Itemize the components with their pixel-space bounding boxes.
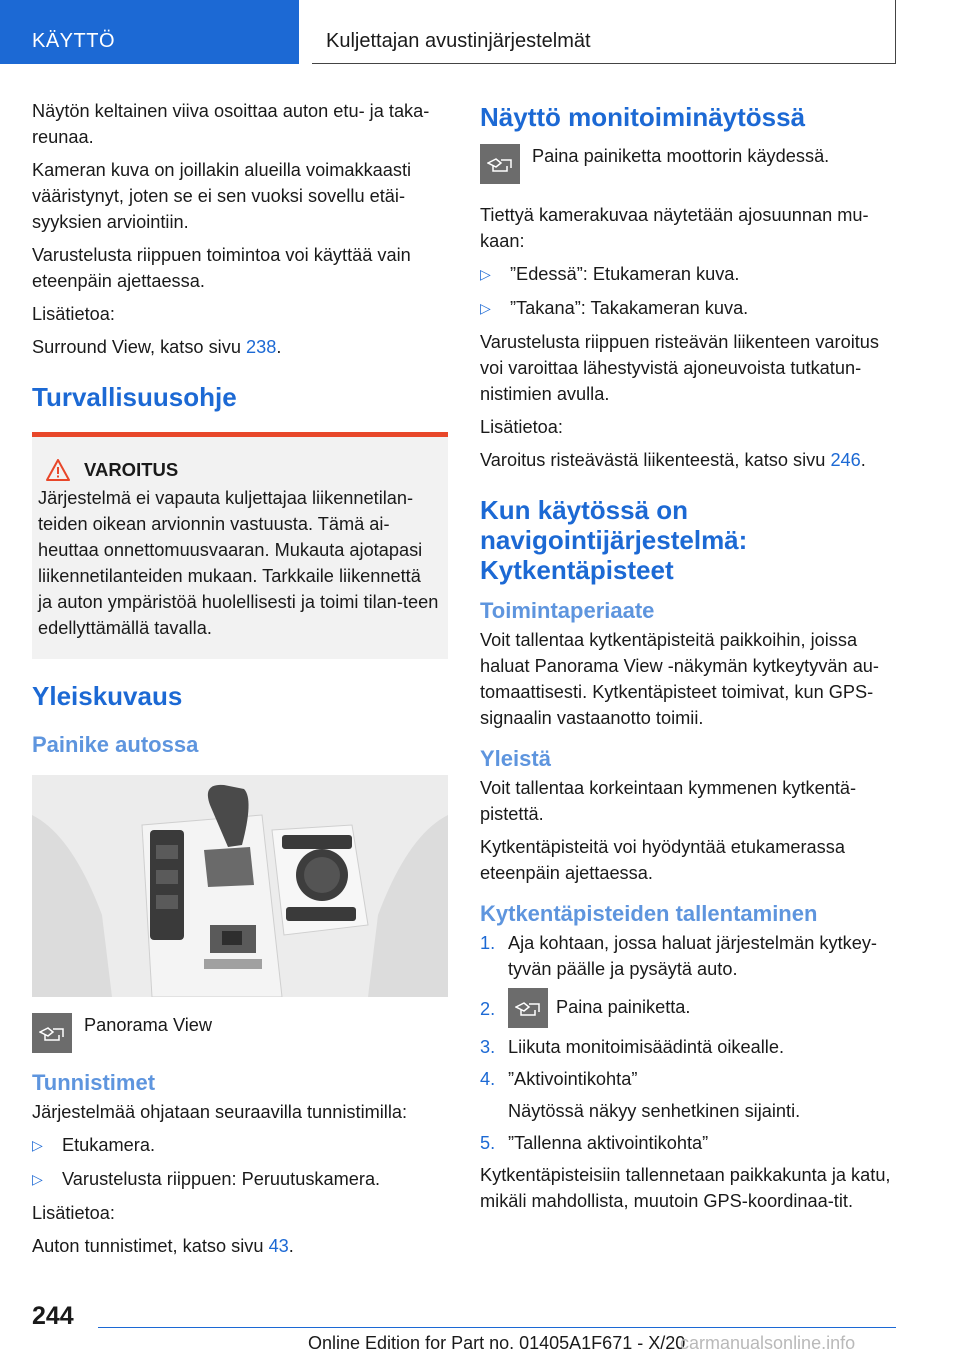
step-text: ”Aktivointikohta” bbox=[508, 1069, 638, 1089]
warning-header bbox=[46, 459, 440, 481]
header-chapter bbox=[312, 0, 896, 64]
panorama-view-camera-icon bbox=[508, 988, 548, 1028]
panorama-view-button-row bbox=[32, 1013, 448, 1053]
paragraph: Kytkentäpisteisiin tallennetaan paikkakunta ja katu, mikäli mahdollista, muutoin GPS-koordinaa-tit. bbox=[480, 1165, 891, 1211]
header-section-tab bbox=[0, 0, 299, 64]
button-label: Panorama View bbox=[84, 1015, 213, 1035]
reference-end: . bbox=[860, 450, 866, 470]
header-section: KÄYTTÖ bbox=[32, 30, 116, 52]
list-item bbox=[480, 1034, 896, 1060]
paragraph-reference bbox=[480, 447, 896, 473]
header-chapter-title: Kuljettajan avustinjärjestelmät bbox=[326, 30, 591, 52]
heading-sensors: Tunnistimet bbox=[32, 1070, 156, 1095]
left-column bbox=[32, 98, 448, 1266]
watermark: carmanualsonline.info bbox=[680, 1333, 856, 1353]
page-link-246[interactable]: 246 bbox=[830, 450, 861, 470]
footer-divider bbox=[98, 1327, 896, 1328]
paragraph: Lisätietoa: bbox=[32, 1203, 115, 1223]
reference-text: Surround View, katso sivu bbox=[32, 337, 246, 357]
heading-button-in-car: Painike autossa bbox=[32, 732, 199, 757]
list-item bbox=[480, 1130, 896, 1156]
step-number: 5. bbox=[480, 1133, 496, 1153]
list-item: ▷ Varustelusta riippuen: Peruutuskamera. bbox=[32, 1166, 448, 1192]
heading-safety: Turvallisuusohje bbox=[32, 382, 237, 412]
step-text: ”Tallenna aktivointikohta” bbox=[508, 1133, 709, 1153]
list-item: ▷ ”Takana”: Takakameran kuva. bbox=[480, 295, 896, 321]
paragraph: Järjestelmää ohjataan seuraavilla tunnistimilla: bbox=[32, 1102, 408, 1122]
press-button-row bbox=[480, 144, 896, 184]
heading-navigation-activation-points: Kun käytössä on navigointijärjestelmä: Kytkentäpisteet bbox=[480, 495, 748, 585]
step-text: Liikuta monitoimisäädintä oikealle. bbox=[508, 1037, 784, 1057]
press-instruction: Paina painiketta moottorin käydessä. bbox=[532, 146, 830, 166]
reference-end: . bbox=[288, 1236, 294, 1256]
step-number: 3. bbox=[480, 1037, 496, 1057]
list-item bbox=[480, 930, 896, 982]
footer-edition: Online Edition for Part no. 01405A1F671 - X/20 bbox=[308, 1333, 686, 1353]
list-item: ▷ ”Edessä”: Etukameran kuva. bbox=[480, 261, 896, 287]
panorama-view-camera-icon bbox=[32, 1013, 72, 1053]
sensor-list bbox=[32, 1132, 448, 1192]
heading-principle: Toimintaperiaate bbox=[480, 598, 655, 623]
panorama-view-camera-icon bbox=[480, 144, 520, 184]
step-number: 2. bbox=[480, 999, 496, 1019]
list-item: ▷ Etukamera. bbox=[32, 1132, 448, 1158]
paragraph: Kytkentäpisteitä voi hyödyntää etukamerassa eteenpäin ajettaessa. bbox=[480, 837, 845, 883]
list-item bbox=[480, 1066, 896, 1124]
paragraph: Voit tallentaa kytkentäpisteitä paikkoihin, joissa haluat Panorama View -näkymän kytkeytyvän au-tomaattisesti. Kytkentäpisteet toimivat, kun GPS-signaalin vastaanotto toimii. bbox=[480, 630, 879, 728]
step-number: 4. bbox=[480, 1069, 496, 1089]
heading-overview: Yleiskuvaus bbox=[32, 681, 183, 711]
paragraph: Lisätietoa: bbox=[480, 417, 563, 437]
step-text: Aja kohtaan, jossa haluat järjestelmän kytkey-tyvän päälle ja pysäytä auto. bbox=[508, 933, 877, 979]
reference-text: Varoitus risteävästä liikenteestä, katso sivu bbox=[480, 450, 831, 470]
list-item bbox=[480, 988, 896, 1028]
paragraph: Varustelusta riippuen toimintoa voi käyttää vain eteenpäin ajettaessa. bbox=[32, 245, 411, 291]
paragraph: Varustelusta riippuen risteävän liikenteen varoitus voi varoittaa lähestyvistä ajoneuvoista tutkatun-nistimien avulla. bbox=[480, 332, 879, 404]
page-number: 244 bbox=[32, 1302, 74, 1330]
paragraph: Tiettyä kamerakuvaa näytetään ajosuunnan mu-kaan: bbox=[480, 205, 869, 251]
page-link-238[interactable]: 238 bbox=[246, 337, 277, 357]
center-console-image bbox=[32, 775, 448, 997]
step-subtext: Näytössä näkyy senhetkinen sijainti. bbox=[508, 1101, 801, 1121]
step-text: Paina painiketta. bbox=[556, 996, 691, 1017]
warning-triangle-icon bbox=[46, 459, 70, 481]
paragraph: Lisätietoa: bbox=[32, 304, 115, 324]
reference-end: . bbox=[276, 337, 282, 357]
right-column bbox=[480, 102, 896, 1221]
paragraph: Näytön keltainen viiva osoittaa auton etu- ja taka-reunaa. bbox=[32, 101, 430, 147]
page-link-43[interactable]: 43 bbox=[268, 1236, 289, 1256]
paragraph: Kameran kuva on joillakin alueilla voimakkaasti vääristynyt, joten se ei sen vuoksi sovellu etäi-syyksien arviointiin. bbox=[32, 160, 412, 232]
warning-text: Järjestelmä ei vapauta kuljettajaa liikennetilan-teiden oikean arvionnin vastuusta. Tämä ai-heuttaa onnettomuusvaaran. Mukauta ajotapasi liikennetilanteiden mukaan. Tarkkaile liikennettä ja auton ympäristöä huolellisesti ja toimi tilan-teen edellyttämällä tavalla. bbox=[38, 488, 439, 638]
heading-multifunction-display: Näyttö monitoiminäytössä bbox=[480, 102, 806, 132]
paragraph-reference bbox=[32, 1233, 448, 1259]
heading-saving-activation-points: Kytkentäpisteiden tallentaminen bbox=[480, 901, 818, 926]
paragraph: Voit tallentaa korkeintaan kymmenen kytkentä-pistettä. bbox=[480, 778, 857, 824]
paragraph-reference bbox=[32, 334, 448, 360]
saving-steps-list bbox=[480, 930, 896, 1156]
reference-text: Auton tunnistimet, katso sivu bbox=[32, 1236, 269, 1256]
camera-view-list bbox=[480, 261, 896, 321]
warning-title: VAROITUS bbox=[84, 459, 179, 480]
warning-box bbox=[32, 432, 448, 659]
step-number: 1. bbox=[480, 933, 496, 953]
heading-general: Yleistä bbox=[480, 746, 551, 771]
